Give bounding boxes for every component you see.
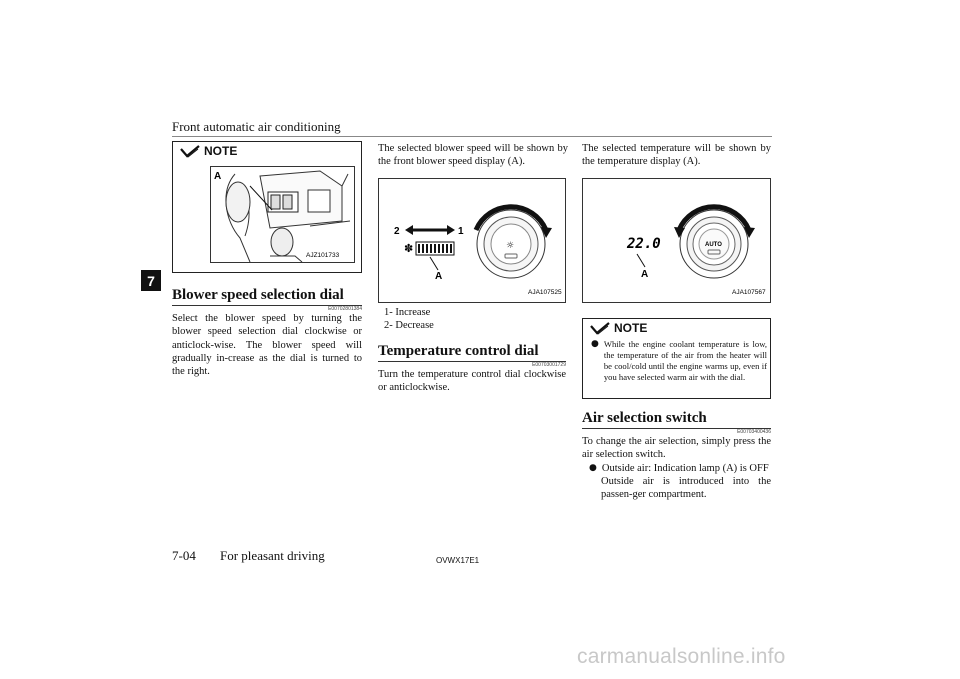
header-rule — [172, 136, 772, 137]
page-header-title: Front automatic air conditioning — [172, 119, 341, 134]
figure-id: AJZ101733 — [306, 252, 340, 259]
shift-lever-illustration — [210, 166, 355, 263]
air-selection-bullet — [589, 462, 771, 475]
auto-label: AUTO — [705, 242, 722, 248]
note-bullet — [591, 339, 767, 383]
figure-label-a: A — [435, 271, 443, 282]
label-1: 1 — [458, 226, 464, 237]
section-title-temperature: Temperature control dial — [378, 343, 539, 359]
note-box-left — [172, 141, 362, 273]
note-label: NOTE — [204, 144, 238, 158]
legend-increase: 1- Increase — [384, 307, 431, 318]
blower-dial-figure — [378, 178, 566, 303]
temperature-display: 22.0 — [627, 236, 661, 252]
note-header — [589, 321, 647, 335]
section-body-air-selection: To change the air selection, simply press the air selection switch. — [582, 436, 771, 461]
note-bullet-text: While the engine coolant temperature is low, the temperature of the air from the heater will be cool/cold until the engine warms up, even if you have selected warm air with the dial. — [603, 339, 767, 382]
section-title-blower: Blower speed selection dial — [172, 287, 344, 303]
section-body-blower: Select the blower speed by turning the blower speed selection dial clockwise or anticlock-wise. The blower speed will gradually in-crease as the dial is turned to the right. — [172, 313, 362, 378]
footer-doc-code: OVWX17E1 — [436, 556, 480, 565]
watermark: carmanualsonline.info — [577, 645, 786, 668]
section-code: E00703400436 — [737, 429, 771, 435]
figure-id: AJA107567 — [732, 289, 766, 296]
bullet-icon: ● — [591, 339, 599, 349]
blower-display-intro: The selected blower speed will be shown by the front blower speed display (A). — [378, 143, 568, 168]
section-body-temperature: Turn the temperature control dial clockwise or anticlockwise. — [378, 369, 566, 394]
chapter-tab: 7 — [141, 270, 161, 291]
section-title-air-selection: Air selection switch — [582, 410, 707, 426]
figure-id: AJA107525 — [528, 289, 562, 296]
legend-decrease: 2- Decrease — [384, 320, 434, 331]
note-box-right — [582, 318, 771, 399]
figure-label-a: A — [641, 269, 649, 280]
note-icon — [179, 145, 201, 158]
bullet-icon: ● — [589, 463, 597, 473]
figure-label-a: A — [214, 171, 222, 182]
air-selection-bullet-body: Outside air is introduced into the passen-ger compartment. — [601, 476, 771, 501]
note-icon — [589, 322, 611, 335]
bullet-head: Outside air: Indication lamp (A) is OFF — [601, 463, 769, 474]
defrost-icon: ☼ — [506, 241, 515, 251]
temperature-display-intro: The selected temperature will be shown by the temperature display (A). — [582, 143, 771, 168]
fan-icon: ✽ — [404, 242, 414, 255]
section-code: E00703001729 — [532, 362, 566, 368]
footer-section: For pleasant driving — [220, 548, 325, 563]
label-2: 2 — [394, 226, 400, 237]
note-header — [179, 144, 237, 158]
page-number: 7-04 — [172, 548, 196, 563]
section-code: E00702801384 — [328, 306, 362, 312]
temperature-dial-figure — [582, 178, 771, 303]
note-label: NOTE — [614, 321, 648, 335]
